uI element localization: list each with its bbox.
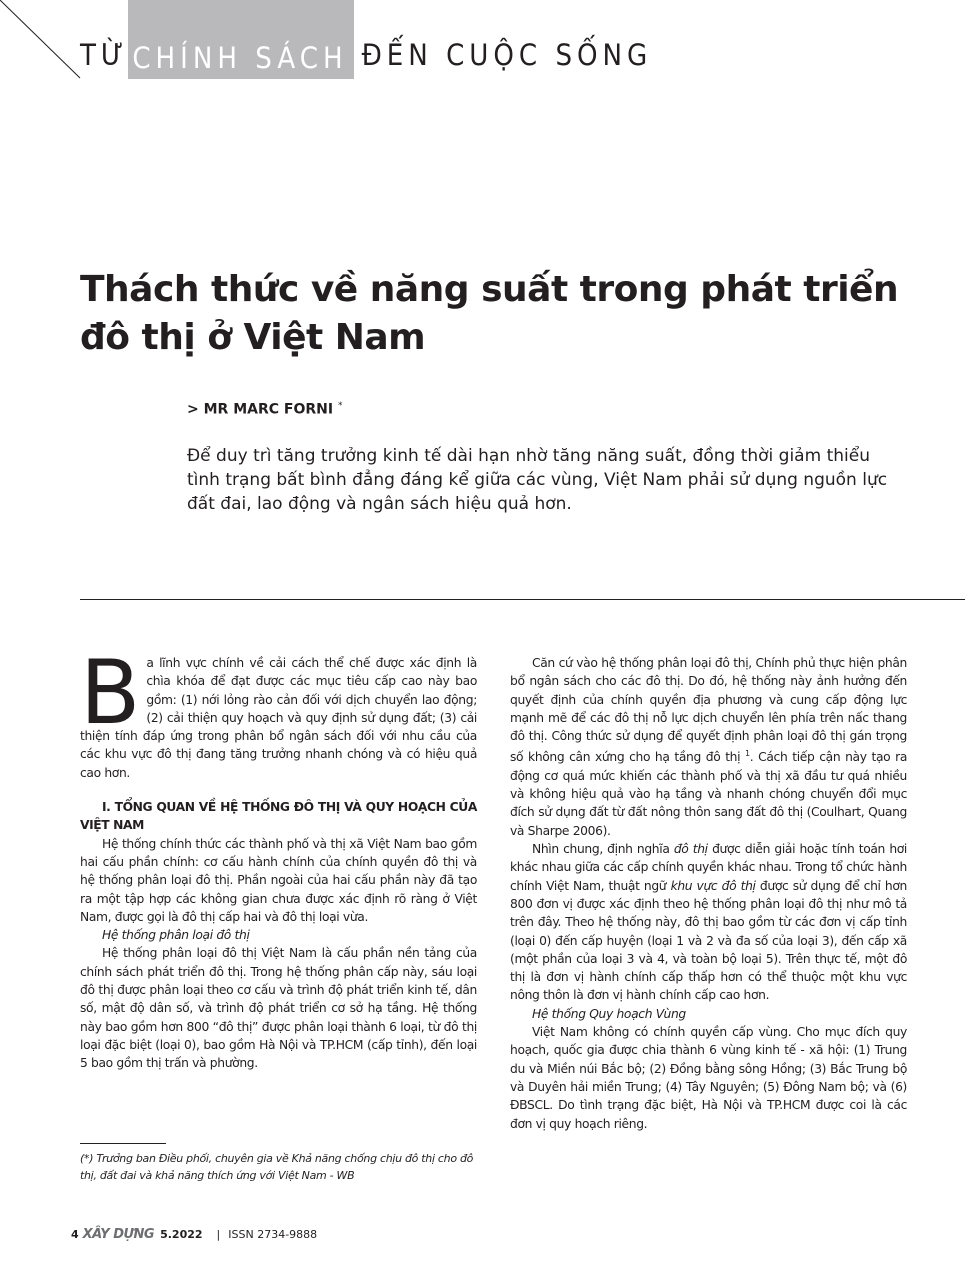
lead-paragraph: Để duy trì tăng trưởng kinh tế dài hạn nhờ tăng năng suất, đồng thời giảm thiểu tình trạng bất bình đẳng đáng kể giữa các vùng, Việt Nam phải sử dụng nguồn lực đất đai, lao động và ngân sách hiệu quả hơn. bbox=[187, 446, 888, 514]
footnote-text: Trưởng ban Điều phối, chuyên gia về Khả năng chống chịu đô thị cho đô thị, đất đai và khả năng thích ứng với Việt Nam - WB bbox=[80, 1152, 474, 1182]
page-footer bbox=[71, 1227, 317, 1242]
section-header bbox=[80, 32, 652, 78]
section-header-part3: ĐẾN CUỘC SỐNG bbox=[361, 38, 653, 72]
article-title bbox=[80, 266, 900, 362]
text-run: . Cách tiếp cận này tạo ra động cơ quá mức khiến các thành phố và thị xã đầu tư quá nhiều và không hiệu quả vào hạ tầng và nhanh chóng chuyển đổi mục đích sử dụng đất từ đất nông thôn sang đất đô thị (Coulhart, Quang và Sharpe 2006). bbox=[510, 750, 908, 838]
body-paragraph bbox=[510, 840, 907, 1005]
body-paragraph: Hệ thống phân loại đô thị Việt Nam là cấu phần nền tảng của chính sách phát triển đô thị. Trong hệ thống phân cấp này, sáu loại đô thị được phân loại theo cơ cấu và trình độ phát triển kinh tế, dân số, mật độ dân số, và trình độ phát triển cơ sở hạ tầng. Hệ thống này bao gồm hơn 800 “đô thị” được phân loại thành 6 loại, từ đô thị loại đặc biệt (loại 0), bao gồm Hà Nội và TP.HCM (cấp tỉnh), đến loại 5 bao gồm thị trấn và phường. bbox=[80, 946, 477, 1071]
emphasis-term: khu vực đô thị bbox=[670, 878, 756, 893]
left-column bbox=[80, 641, 477, 1073]
body-paragraph bbox=[510, 654, 907, 840]
issue-number: 5.2022 bbox=[160, 1228, 203, 1241]
right-column bbox=[510, 654, 907, 1133]
intro-text: a lĩnh vực chính về cải cách thể chế được xác định là chìa khóa để đạt được các mục tiêu cấp cao này bao gồm: (1) nới lỏng rào cản đối với dịch chuyển lao động; (2) cải thiện quy hoạch và quy định sử dụng đất; (3) cải thiện tính đáp ứng trong phân bổ ngân sách đối với nhu cầu của các khu vực đô thị đang tăng trưởng nhanh chóng và có hiệu quả cao hơn. bbox=[80, 656, 477, 780]
drop-cap: B bbox=[80, 641, 141, 744]
author-byline bbox=[187, 401, 342, 418]
subheading: Hệ thống Quy hoạch Vùng bbox=[532, 1006, 686, 1021]
text-run: được sử dụng để chỉ hơn 800 đơn vị được xác định theo hệ thống phân loại đô thị như mô tả trên đây. Theo hệ thống này, đô thị bao gồm từ các đơn vị cấp tỉnh (loại 0) đến cấp huyện (loại 1 và 2 và đa số của loại 3), đến cấp xã (một phần của loại 3 và 4, và toàn bộ loại 5). Trên thực tế, một đô thị là đơn vị hành chính cấp thấp hơn có thể thuộc một khu vực nông thôn là đơn vị hành chính cấp cao hơn. bbox=[510, 878, 907, 1003]
section-header-part1: TỪ bbox=[80, 38, 129, 72]
author-footnote-mark: * bbox=[337, 401, 343, 411]
intro-paragraph bbox=[80, 641, 477, 782]
issn: ISSN 2734-9888 bbox=[228, 1228, 318, 1241]
footer-separator: | bbox=[216, 1228, 221, 1241]
body-paragraph: Hệ thống chính thức các thành phố và thị xã Việt Nam bao gồm hai cấu phần chính: cơ cấu hành chính của chính quyền đô thị và hệ thống phân loại đô thị. Phần ngoài của hai cấu phần này đã tạo ra một tập hợp các không gian chưa được xác định rõ ràng ở Việt Nam, được gọi là đô thị cấp hai và đô thị loại vừa. bbox=[80, 836, 477, 924]
text-run: Nhìn chung, định nghĩa bbox=[532, 842, 674, 857]
author-name: > MR MARC FORNI bbox=[187, 401, 334, 418]
footnote bbox=[80, 1150, 477, 1184]
body-paragraph: Việt Nam không có chính quyền cấp vùng. Cho mục đích quy hoạch, quốc gia được chia thành 6 vùng kinh tế - xã hội: (1) Trung du và Miền núi Bắc bộ; (2) Đồng bằng sông Hồng; (3) Bắc Trung bộ và Duyên hải miền Trung; (4) Tây Nguyên; (5) Đông Nam bộ; và (6) ĐBSCL. Do tình trạng đặc biệt, Hà Nội và TP.HCM được coi là các đơn vị quy hoạch riêng. bbox=[510, 1025, 907, 1131]
title-line-1: Thách thức về năng suất trong phát triển bbox=[80, 269, 899, 310]
section-header-highlight: CHÍNH SÁCH bbox=[128, 0, 353, 79]
text-run: Căn cứ vào hệ thống phân loại đô thị, Chính phủ thực hiện phân bổ ngân sách cho các đô thị. Do đó, hệ thống này ảnh hưởng đến quyết định của chính quyền địa phương và cung cấp động lực mạnh mẽ để các đô thị nỗ lực dịch chuyển lên phía trên nấc thang đô thị. Công thức sử dụng để quyết định phân loại đô thị gán trọng số không cân xứng cho hạ tầng đô thị bbox=[510, 656, 907, 765]
corner-decoration bbox=[0, 0, 90, 80]
text-run: được diễn giải hoặc tính toán hơi khác nhau giữa các cấp chính quyền khác nhau. Trong tổ chức hành chính Việt Nam, thuật ngữ bbox=[510, 842, 907, 893]
title-line-2: đô thị ở Việt Nam bbox=[80, 317, 426, 358]
section-divider bbox=[80, 599, 965, 600]
footnote-divider bbox=[80, 1143, 166, 1144]
emphasis-term: đô thị bbox=[673, 842, 708, 857]
section-heading: I. TỔNG QUAN VỀ HỆ THỐNG ĐÔ THỊ VÀ QUY HOẠCH CỦA VIỆT NAM bbox=[80, 800, 477, 833]
magazine-logo: XÂY DỰNG bbox=[82, 1227, 155, 1242]
footnote-mark: (*) bbox=[80, 1152, 94, 1165]
footnote-ref: 1 bbox=[745, 749, 750, 759]
subheading: Hệ thống phân loại đô thị bbox=[102, 928, 250, 943]
page-number: 4 bbox=[71, 1228, 79, 1241]
